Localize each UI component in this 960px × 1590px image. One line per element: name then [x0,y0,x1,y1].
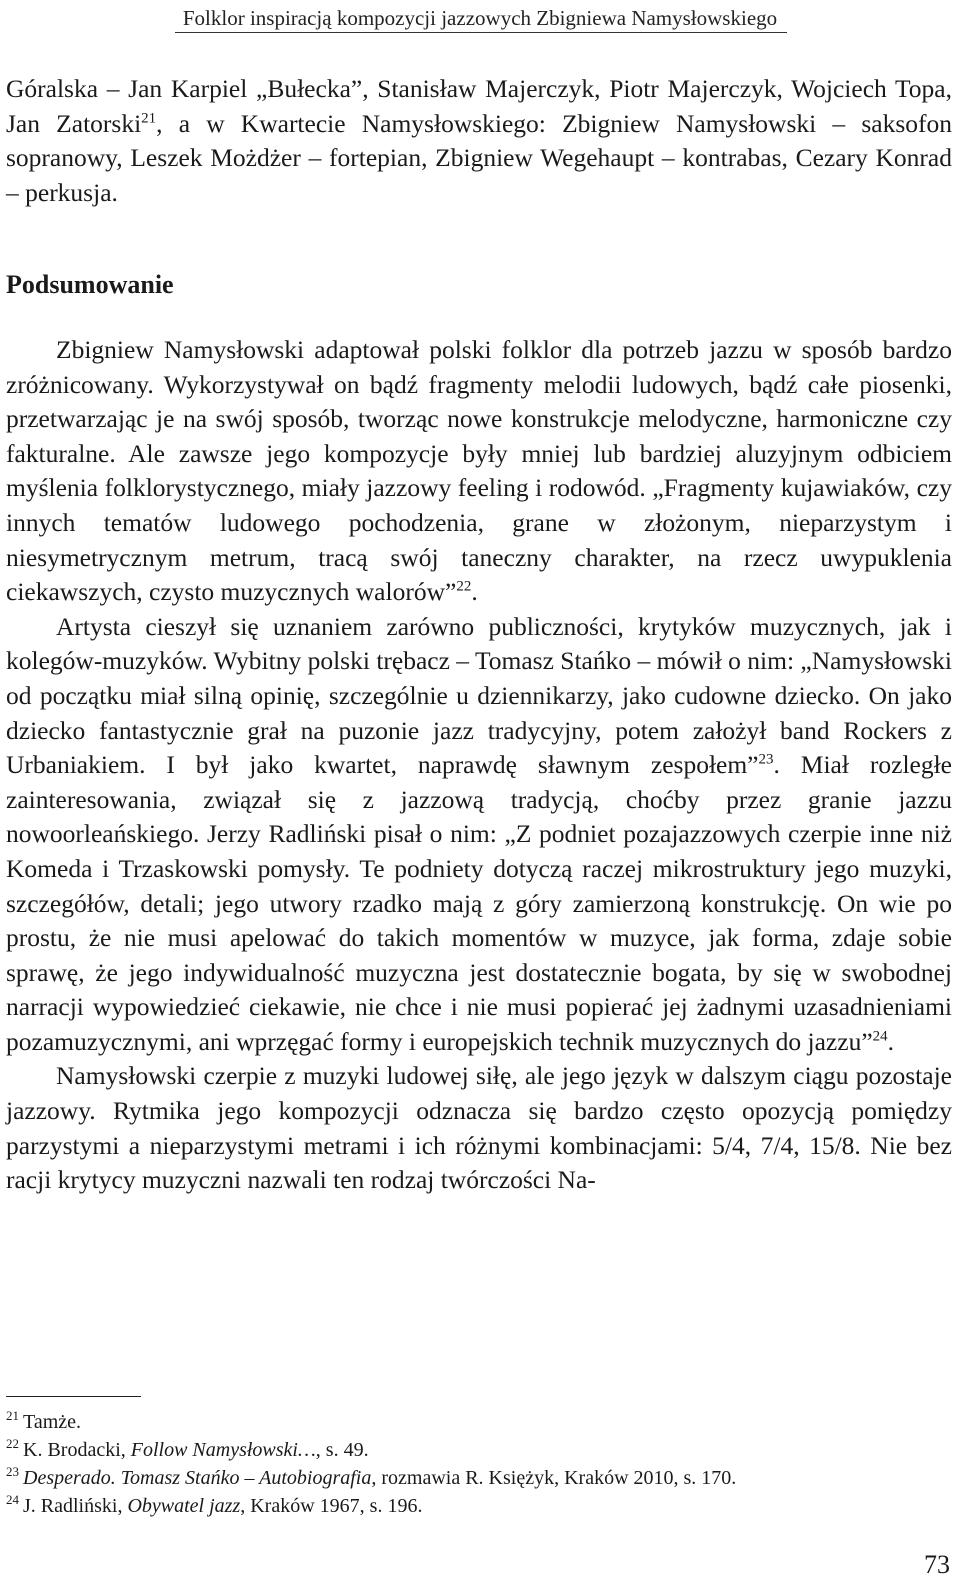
paragraph-1-text: Zbigniew Namysłowski adaptował polski folklor dla potrzeb jazzu w sposób bardzo zróżnicowany. Wykorzystywał on bądź fragmenty melodii ludowych, bądź całe piosenki, przetwarzając je na swój sposób, tworząc nowe konstrukcje melodyczne, harmoniczne czy fakturalne. Ale zawsze jego kompozycje były mniej lub bardziej aluzyjnym odbiciem myślenia folklorystycznego, miały jazzowy feeling i rodowód. „Fragmenty kujawiaków, czy innych tematów ludowego pochodzenia, grane w złożonym, nieparzystym i niesymetrycznym metrum, tracą swój taneczny charakter, na rzecz uwypuklenia ciekawszych, czysto muzycznych walorów” [6,335,952,607]
footnote-text: , rozmawia R. Księżyk, Kraków 2010, s. 170. [371,1467,737,1489]
paragraph-1 [6,333,952,610]
footnote-22 [6,1436,952,1464]
footnote-ref-24: 24 [872,1028,888,1045]
summary-text-block [6,333,952,1198]
paragraph-2-text-mid: . Miał rozległe zainteresowania, związał się z jazzową tradycją, choćby przez granie jazzu nowoorleańskiego. Jerzy Radliński pisał o nim: „Z podniet pozajazzowych czerpie inne niż Komeda i Trzaskowski pomysły. Te podniety dotyczą raczej mikrostruktury jego muzyki, szczegółów, detali; jego utwory rzadko mają z góry zamierzoną konstrukcję. On wie po prostu, że nie musi apelować do takich momentów w muzyce, jak forma, zdaje sobie sprawę, że jego indywidualność muzyczna jest dostatecznie bogata, by się w swobodnej narracji wypowiedzieć ciekawie, nie chce i nie musi popierać jej żadnymi uzasadnieniami pozamuzycznymi, ani wprzęgać formy i europejskich technik muzycznych do jazzu” [6,750,952,1056]
footnote-number: 22 [6,1436,19,1452]
page-number: 73 [924,1550,950,1579]
footnote-text: Obywatel jazz [127,1495,241,1517]
intro-paragraph-text-after: , a w Kwartecie Namysłowskiego: Zbigniew Namysłowski – saksofon sopranowy, Leszek Możdżer – fortepian, Zbigniew Wegehaupt – kontrabas, Cezary Konrad – perkusja. [6,108,952,207]
footnote-ref-23: 23 [758,751,774,768]
footnote-23 [6,1464,952,1492]
footnote-number: 21 [6,1408,19,1424]
intro-text-block [6,72,952,210]
footnote-text: Desperado. Tomasz Stańko – Autobiografia [23,1467,372,1489]
paragraph-2 [6,610,952,1060]
paragraph-1-end: . [471,577,478,607]
footnote-rule [6,1396,141,1397]
header-rule [175,32,787,33]
intro-paragraph-text: Góralska – Jan Karpiel „Bułecka”, Stanisław Majerczyk, Piotr Majerczyk, Wojciech Topa, Jan Zatorski [6,74,952,138]
intro-paragraph [6,72,952,210]
footnote-ref-22: 22 [456,578,472,595]
footnote-text: J. Radliński, [23,1495,128,1517]
footnote-ref-21: 21 [141,110,157,127]
footnote-number: 24 [6,1492,19,1508]
paragraph-3: Namysłowski czerpie z muzyki ludowej siłę, ale jego język w dalszym ciągu pozostaje jazzowy. Rytmika jego kompozycji odznacza się bardzo często opozycją pomiędzy parzystymi a nieparzystymi metrami i ich różnymi kombinacjami: 5/4, 7/4, 15/8. Nie bez racji krytycy muzyczni nazwali ten rodzaj twórczości Na- [6,1061,952,1195]
footnote-24 [6,1492,952,1520]
footnote-text: K. Brodacki, [23,1439,131,1461]
section-heading: Podsumowanie [6,270,174,299]
footnote-text: Follow Namysłowski… [130,1439,316,1461]
footnote-text: Tamże. [23,1411,82,1433]
paragraph-2-end: . [887,1026,895,1056]
footnotes [6,1408,952,1520]
running-header: Folklor inspiracją kompozycji jazzowych Zbigniewa Namysłowskiego [182,6,778,30]
footnote-21 [6,1408,952,1436]
paragraph-2-text: Artysta cieszył się uznaniem zarówno publiczności, krytyków muzycznych, jak i kolegów-muzyków. Wybitny polski trębacz – Tomasz Stańko – mówił o nim: „Namysłowski od początku miał silną opinię, szczególnie u dziennikarzy, jako cudowne dziecko. On jako dziecko fantastycznie grał na puzonie jazz tradycyjny, potem założył band Rockers z Urbaniakiem. I był jako kwartet, naprawdę sławnym zespołem” [6,611,952,780]
footnote-number: 23 [6,1464,19,1480]
footnote-text: , s. 49. [315,1439,369,1461]
footnote-text: , Kraków 1967, s. 196. [240,1495,423,1517]
